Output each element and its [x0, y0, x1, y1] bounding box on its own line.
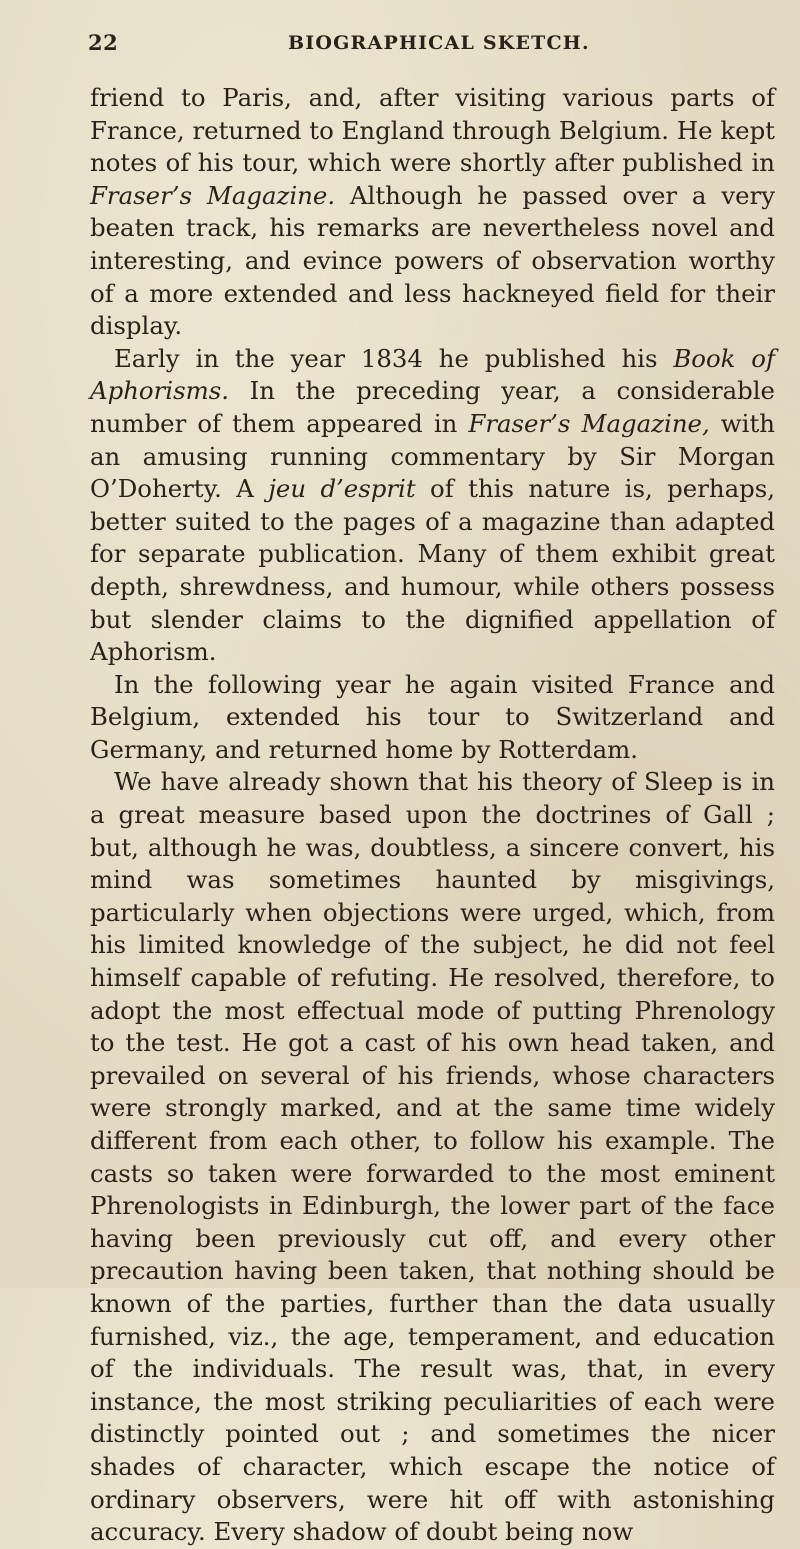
body-text — [90, 82, 775, 1549]
running-head: BIOGRAPHICAL SKETCH. — [288, 32, 590, 54]
italic-title: Fraser’s Magazine. — [90, 180, 336, 210]
italic-title: Book of Aphorisms. — [90, 343, 775, 406]
paragraph-3: In the following year he again visited France and Belgium, extended his tour to Switzerland and Germany, and returned home by Rotterdam. — [90, 669, 775, 764]
paragraph-2: Early in the year 1834 he published his Book of Aphorisms. In the preceding year, a considerable number of them appeared in Fraser’s Magazine, with an amusing running commentary by Sir Morgan O’Doherty. A jeu d’esprit of this nature is, perhaps, better suited to the pages of a magazine than adapted for separate publication. Many of them exhibit great depth, shrewdness, and humour, while others possess but slender claims to the dignified appellation of Aphorism. — [90, 343, 775, 667]
italic-phrase: jeu d’esprit — [268, 474, 416, 504]
paragraph-4: We have already shown that his theory of Sleep is in a great measure based upon the doctrines of Gall ; but, although he was, doubtless, a sincere convert, his mind was sometimes haunted by misgivings, particularly when objections were urged, which, from his limited knowledge of the subject, he did not feel himself capable of refuting. He resolved, therefore, to adopt the most effectual mode of putting Phrenology to the test. He got a cast of his own head taken, and prevailed on several of his friends, whose characters were strongly marked, and at the same time widely different from each other, to follow his example. The casts so taken were forwarded to the most eminent Phrenologists in Edinburgh, the lower part of the face having been previously cut off, and every other precaution having been taken, that nothing should be known of the parties, further than the data usually furnished, viz., the age, temperament, and education of the individuals. The result was, that, in every instance, the most striking peculiarities of each were distinctly pointed out ; and sometimes the nicer shades of character, which escape the notice of ordinary observers, were hit off with astonishing accuracy. Every shadow of doubt being now — [90, 767, 775, 1547]
italic-title: Fraser’s Magazine, — [468, 408, 710, 438]
page-number: 22 — [88, 30, 119, 55]
paragraph-1: friend to Paris, and, after visiting various parts of France, returned to England through Belgium. He kept notes of his tour, which were shortly after published in Fraser’s Magazine. Although he passed over a very beaten track, his remarks are nevertheless novel and interesting, and evince powers of observation worthy of a more extended and less hackneyed field for their display. — [90, 83, 775, 341]
page-header — [88, 30, 760, 64]
